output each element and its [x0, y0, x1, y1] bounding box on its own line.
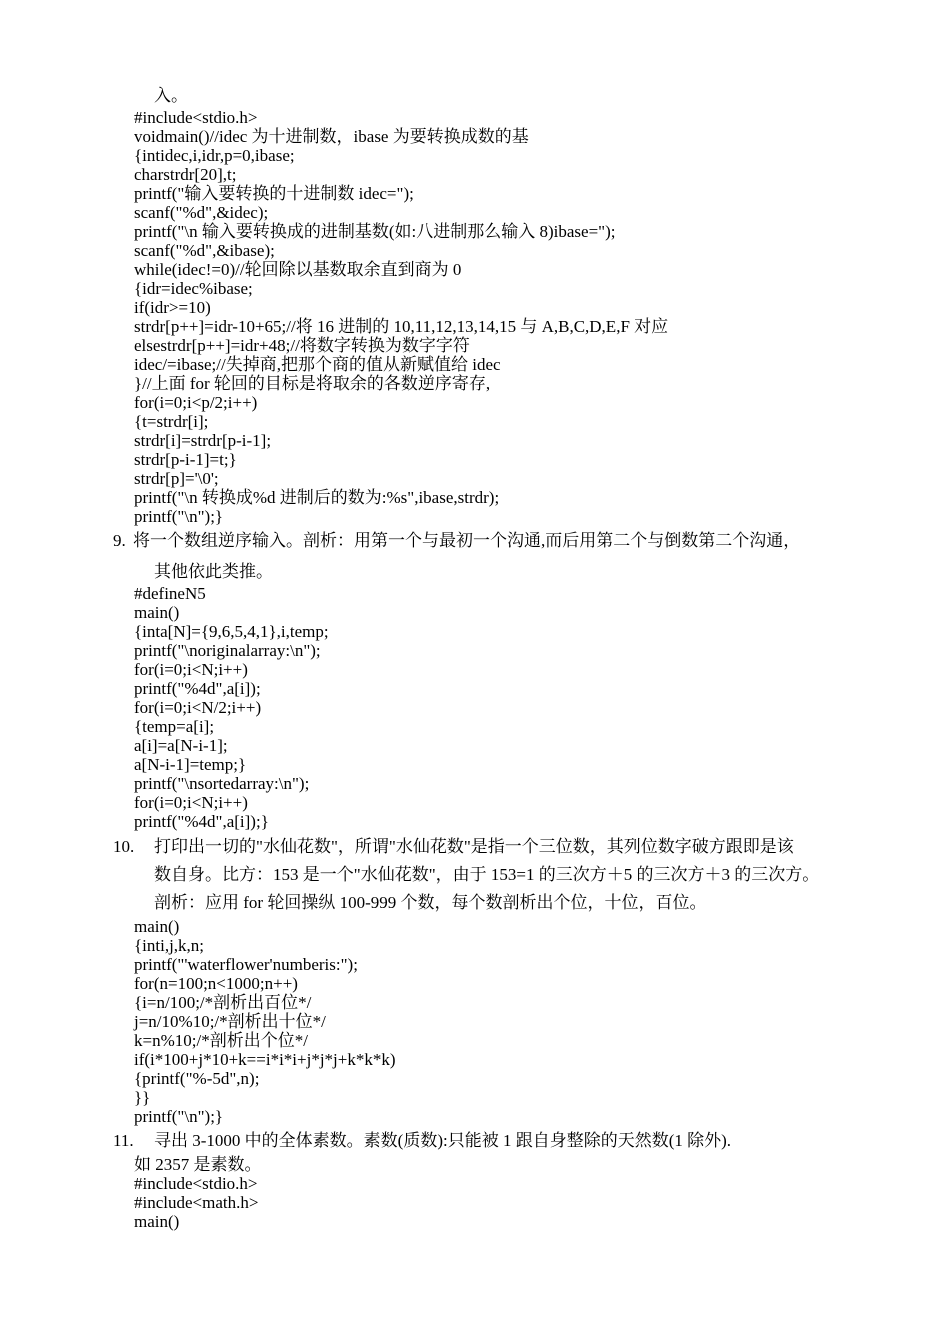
code-line: printf("\n 输入要转换成的进制基数(如:八进制那么输入 8)ibase=");	[134, 222, 616, 241]
code-line: strdr[p]='\0';	[134, 469, 219, 488]
code-line: if(idr>=10)	[134, 298, 211, 317]
code-line: strdr[p-i-1]=t;}	[134, 450, 237, 469]
code-line: printf("\n");}	[134, 1107, 224, 1126]
code-line: {printf("%-5d",n);	[134, 1069, 260, 1088]
code-line: {inti,j,k,n;	[134, 936, 205, 955]
code-line: main()	[134, 603, 180, 622]
code-line: for(i=0;i<N;i++)	[134, 793, 248, 812]
code-line: strdr[i]=strdr[p-i-1];	[134, 431, 272, 450]
code-line: {i=n/100;/*剖析出百位*/	[134, 993, 312, 1012]
code-line: {temp=a[i];	[134, 717, 215, 736]
code-line: printf("\n");}	[134, 507, 224, 526]
code-line: main()	[134, 1212, 180, 1231]
code-line: scanf("%d",&idec);	[134, 203, 269, 222]
code-line: voidmain()//idec 为十进制数，ibase 为要转换成数的基	[134, 127, 529, 146]
question-text: 打印出一切的"水仙花数"，所谓"水仙花数"是指一个三位数，其列位数字破方跟即是该	[154, 837, 794, 856]
code-line: while(idec!=0)//轮回除以基数取余直到商为 0	[134, 260, 462, 279]
code-line: printf("%4d",a[i]);	[134, 679, 261, 698]
code-line: idec/=ibase;//失掉商,把那个商的值从新赋值给 idec	[134, 355, 501, 374]
code-line: strdr[p++]=idr-10+65;//将 16 进制的 10,11,12,13,14,15 与 A,B,C,D,E,F 对应	[134, 317, 669, 336]
code-line: for(n=100;n<1000;n++)	[134, 974, 298, 993]
code-line: a[N-i-1]=temp;}	[134, 755, 247, 774]
code-line: elsestrdr[p++]=idr+48;//将数字转换为数字字符	[134, 336, 470, 355]
code-line: main()	[134, 917, 180, 936]
question-text: 其他依此类推。	[154, 562, 273, 581]
code-line: k=n%10;/*剖析出个位*/	[134, 1031, 308, 1050]
code-line: }}	[134, 1088, 151, 1107]
question-number: 10.	[113, 837, 135, 856]
question-number: 9.	[113, 531, 126, 550]
code-line: if(i*100+j*10+k==i*i*i+j*j*j+k*k*k)	[134, 1050, 396, 1069]
code-line: printf("%4d",a[i]);}	[134, 812, 269, 831]
code-line: for(i=0;i<N;i++)	[134, 660, 248, 679]
code-line: {inta[N]={9,6,5,4,1},i,temp;	[134, 622, 329, 641]
code-line: scanf("%d",&ibase);	[134, 241, 275, 260]
question-text: 剖析：应用 for 轮回操纵 100-999 个数，每个数剖析出个位，十位，百位。	[154, 893, 707, 912]
code-line: for(i=0;i<p/2;i++)	[134, 393, 258, 412]
code-line: for(i=0;i<N/2;i++)	[134, 698, 262, 717]
code-line: charstrdr[20],t;	[134, 165, 237, 184]
intro-tail-text: 入。	[154, 86, 188, 105]
code-line: }//上面 for 轮回的目标是将取余的各数逆序寄存,	[134, 374, 491, 393]
code-line: a[i]=a[N-i-1];	[134, 736, 228, 755]
code-line: #include<stdio.h>	[134, 1174, 258, 1193]
code-line: printf("\n 转换成%d 进制后的数为:%s",ibase,strdr);	[134, 488, 500, 507]
code-line: {intidec,i,idr,p=0,ibase;	[134, 146, 295, 165]
code-line: {idr=idec%ibase;	[134, 279, 253, 298]
code-line: #include<stdio.h>	[134, 108, 258, 127]
code-line: printf("输入要转换的十进制数 idec=");	[134, 184, 414, 203]
code-line: printf("\noriginalarray:\n");	[134, 641, 321, 660]
code-line: j=n/10%10;/*剖析出十位*/	[134, 1012, 326, 1031]
question-text: 将一个数组逆序输入。剖析：用第一个与最初一个沟通,而后用第二个与倒数第二个沟通，	[133, 531, 801, 550]
question-text: 数自身。比方：153 是一个"水仙花数"，由于 153=1 的三次方＋5 的三次方＋3 的三次方。	[154, 865, 820, 884]
code-line: printf("'waterflower'numberis:");	[134, 955, 358, 974]
code-line: printf("\nsortedarray:\n");	[134, 774, 310, 793]
code-line: {t=strdr[i];	[134, 412, 209, 431]
question-text: 如 2357 是素数。	[134, 1155, 262, 1174]
code-line: #defineN5	[134, 584, 206, 603]
question-number: 11.	[113, 1131, 134, 1150]
code-line: #include<math.h>	[134, 1193, 259, 1212]
question-text: 寻出 3-1000 中的全体素数。素数(质数):只能被 1 跟自身整除的天然数(1 除外).	[154, 1131, 732, 1150]
